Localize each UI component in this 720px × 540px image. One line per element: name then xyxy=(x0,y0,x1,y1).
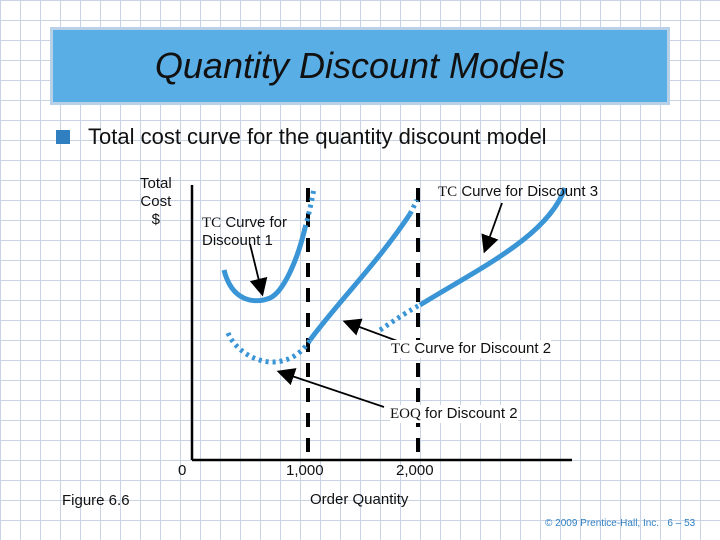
x-tick-0: 0 xyxy=(178,462,187,479)
tc-curve-discount-2-dotted xyxy=(228,333,310,362)
curve-2-label xyxy=(391,340,551,358)
figure-label: Figure 6.6 xyxy=(62,492,130,509)
tc-curve-discount-3-dotted xyxy=(380,305,420,330)
arrow-discount-1 xyxy=(250,244,262,293)
y-axis-label-line-1: Total xyxy=(140,175,172,192)
x-axis-label: Order Quantity xyxy=(310,491,409,508)
x-tick-2000: 2,000 xyxy=(396,462,434,479)
eoq-prefix: EOQ xyxy=(390,406,421,422)
y-axis-label xyxy=(140,175,172,229)
arrow-discount-3 xyxy=(485,203,502,250)
curve-1-label xyxy=(202,214,287,250)
tc-curve-discount-3 xyxy=(420,188,565,305)
tc-curve-discount-2 xyxy=(310,214,410,340)
curve-3-text: Curve for Discount 3 xyxy=(457,183,599,200)
x-tick-1000: 1,000 xyxy=(286,462,324,479)
eoq-label xyxy=(390,405,518,423)
y-axis-label-line-2: Cost xyxy=(140,193,172,210)
bullet-text: Total cost curve for the quantity discount model xyxy=(88,124,547,149)
arrow-eoq xyxy=(280,372,384,407)
curve-1-line2: Discount 1 xyxy=(202,232,273,249)
arrow-discount-2 xyxy=(346,322,400,342)
page-title: Quantity Discount Models xyxy=(154,45,566,86)
curve-3-tc: TC xyxy=(438,184,458,200)
footer-copyright: © 2009 Prentice-Hall, Inc. 6 – 53 xyxy=(545,518,696,529)
y-axis-label-line-3: $ xyxy=(151,211,161,228)
curve-3-label xyxy=(438,183,598,201)
curve-2-text: Curve for Discount 2 xyxy=(410,340,552,357)
eoq-text: for Discount 2 xyxy=(420,405,518,422)
curve-1-text: Curve for xyxy=(221,214,288,231)
curve-2-tc: TC xyxy=(391,341,411,357)
curve-1-tc: TC xyxy=(202,215,222,231)
tc-curve-discount-2-top-dotted xyxy=(410,200,417,214)
